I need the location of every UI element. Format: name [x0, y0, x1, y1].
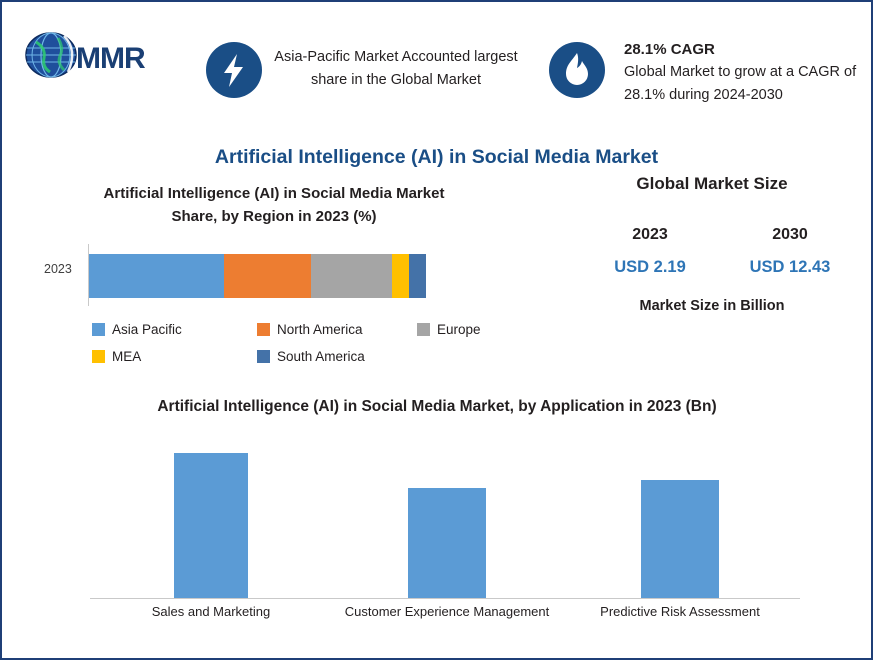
region-share-legend — [92, 322, 492, 376]
bar-segment-europe — [311, 254, 392, 298]
legend-row-2 — [92, 349, 492, 364]
market-size-year-2030: 2030 — [772, 226, 808, 243]
bar-customer-experience-management — [408, 488, 486, 598]
bar-segment-asia-pacific — [89, 254, 224, 298]
market-size-unit: Market Size in Billion — [639, 298, 785, 314]
bar-sales-and-marketing — [174, 453, 248, 598]
region-share-stacked-bar — [89, 254, 426, 298]
flame-badge — [549, 42, 605, 98]
legend-swatch-europe — [417, 323, 430, 336]
legend-swatch-south-america — [257, 350, 270, 363]
highlight-2 — [624, 38, 862, 107]
mmr-logo — [24, 28, 189, 88]
logo-text: MMR — [76, 42, 145, 75]
legend-item-europe — [417, 322, 481, 337]
legend-row-1 — [92, 322, 492, 337]
application-chart-title: Artificial Intelligence (AI) in Social Media Market, by Application in 2023 (Bn) — [157, 398, 717, 415]
global-market-size-panel — [562, 170, 862, 330]
bar-predictive-risk-assessment — [641, 480, 719, 598]
market-size-title: Global Market Size — [636, 174, 788, 193]
tick-label-sales-and-marketing: Sales and Marketing — [151, 604, 271, 619]
region-share-chart-title: Artificial Intelligence (AI) in Social Media Market Share, by Region in 2023 (%) — [103, 185, 445, 225]
region-share-chart — [32, 182, 492, 382]
bar-segment-north-america — [224, 254, 312, 298]
bar-segment-mea — [392, 254, 409, 298]
legend-label-south-america: South America — [277, 349, 365, 364]
lightning-bolt-icon — [206, 42, 262, 98]
legend-label-mea: MEA — [112, 349, 142, 364]
tick-label-predictive-risk-assessment: Predictive Risk Assessment — [600, 604, 760, 619]
legend-item-south-america — [257, 349, 365, 364]
bar-segment-south-america — [409, 254, 426, 298]
highlight-1-text: Asia-Pacific Market Accounted largest share in the Global Market — [274, 49, 518, 88]
flame-icon — [549, 42, 605, 98]
legend-swatch-mea — [92, 350, 105, 363]
legend-swatch-north-america — [257, 323, 270, 336]
legend-label-north-america: North America — [277, 322, 363, 337]
application-chart — [2, 394, 871, 644]
tick-label-customer-experience-management: Customer Experience Management — [344, 604, 550, 619]
legend-item-north-america — [257, 322, 417, 337]
application-chart-tick-labels — [90, 604, 800, 634]
legend-label-asia-pacific: Asia Pacific — [112, 322, 182, 337]
market-size-value-2023: USD 2.19 — [614, 258, 686, 276]
lightning-badge — [206, 42, 262, 98]
legend-label-europe: Europe — [437, 322, 481, 337]
cagr-title: 28.1% CAGR — [624, 41, 715, 58]
legend-item-mea — [92, 349, 257, 364]
cagr-description: Global Market to grow at a CAGR of 28.1% during 2024-2030 — [624, 64, 857, 103]
market-size-value-2030: USD 12.43 — [749, 258, 831, 276]
header — [2, 2, 871, 124]
application-chart-baseline — [90, 598, 800, 599]
market-size-year-2023: 2023 — [632, 226, 668, 243]
page-title: Artificial Intelligence (AI) in Social Media Market — [214, 146, 659, 168]
application-chart-plot — [90, 446, 800, 598]
legend-item-asia-pacific — [92, 322, 257, 337]
region-share-category-label: 2023 — [44, 262, 72, 276]
globe-icon — [24, 30, 82, 82]
legend-swatch-asia-pacific — [92, 323, 105, 336]
